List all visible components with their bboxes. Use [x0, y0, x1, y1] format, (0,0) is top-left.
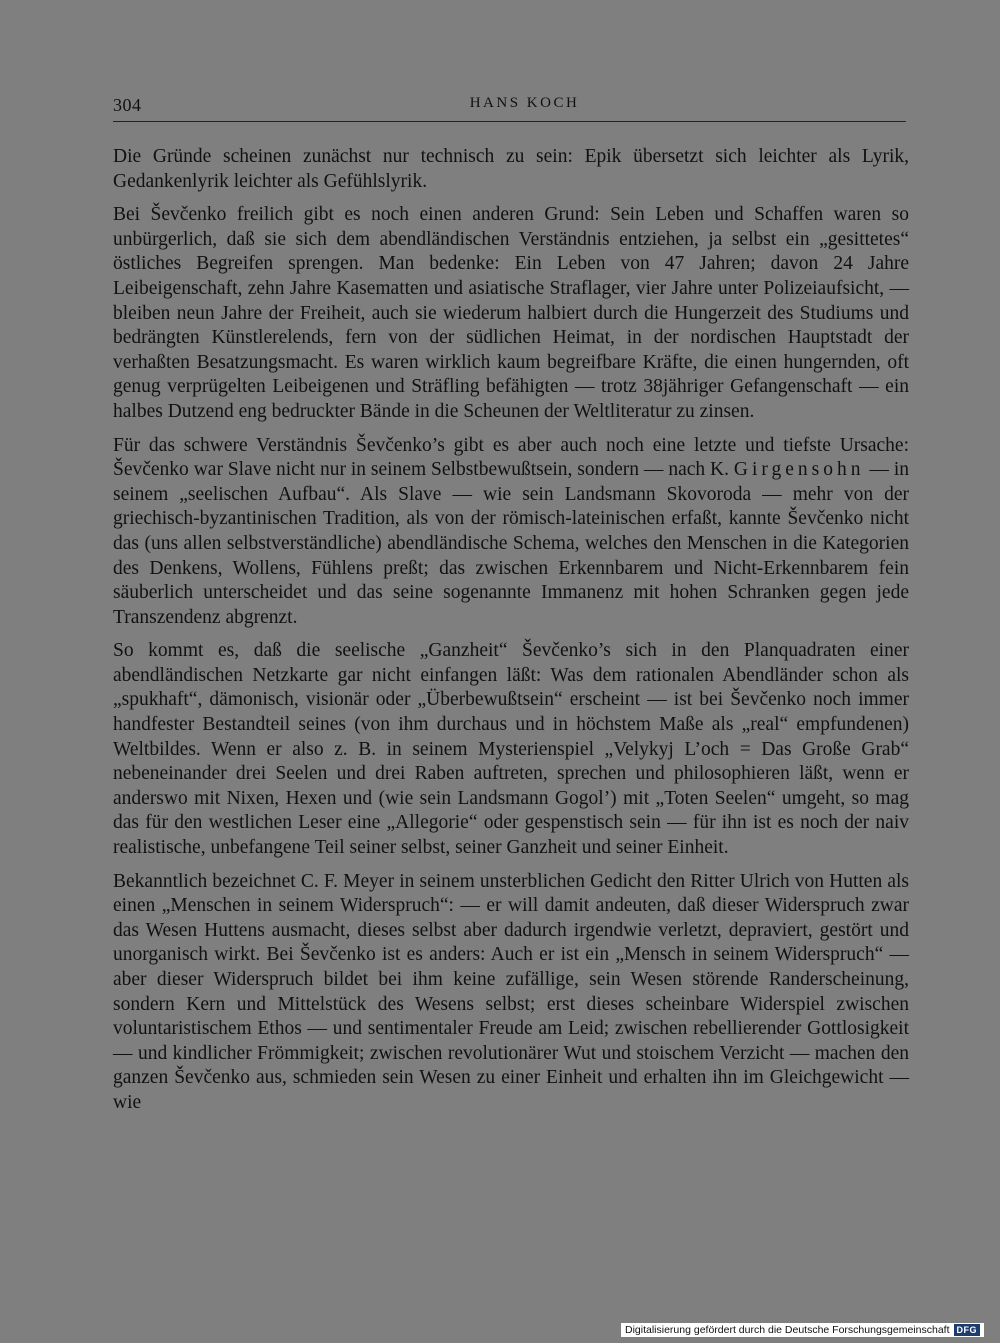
paragraph-3-text-after: — in seinem „seelischen Aufbau“. Als Slave — wie sein Landsmann Skovoroda — mehr von der griechisch-byzantinischen Tradition, als von der römisch-lateinischen erfaßt, kannte Ševčenko nicht das (uns allen selbstverständliche) abendländische Schema, welches den Menschen in die Kategorien des Denkens, Wollens, Fühlens preßt; das zwischen Erkennbarem und Nicht-Erkennbarem fein säuberlich unterscheidet und das seine sogenannte Immanenz mit hohen Schranken gegen jede Transzendenz abgrenzt.: [113, 459, 909, 628]
page-header: [113, 95, 906, 121]
page-number: 304: [113, 95, 142, 115]
dfg-logo: DFG: [954, 1324, 981, 1336]
running-head: HANS KOCH: [469, 95, 580, 111]
paragraph-2: Bei Ševčenko freilich gibt es noch einen anderen Grund: Sein Leben und Schaffen waren so unbürgerlich, daß sie sich dem abendländischen Verständnis entziehen, ja selbst ein „gesittetes“ östliches Begreifen sprengen. Man bedenke: Ein Leben von 47 Jahren; davon 24 Jahre Leibeigenschaft, zehn Jahre Kasematten und asiatische Straflager, vier Jahre unter Polizeiaufsicht, — bleiben neun Jahre der Freiheit, auch sie wiederum halbiert durch die Hungerzeit des Studiums und bedrängten Künstlerelends, fern von der südlichen Heimat, in der nordischen Hauptstadt der verhaßten Besatzungsmacht. Es waren wirklich kaum begreifbare Kräfte, die einen hungernden, oft genug verprügelten Leibeigenen und Sträfling befähigten — trotz 38jähriger Gefangenschaft — ein halbes Dutzend eng bedruckter Bände in die Scheunen der Weltliteratur zu zinsen.: [113, 204, 909, 422]
body-text: [113, 145, 909, 1125]
digitization-footer: [621, 1323, 984, 1337]
paragraph-4: So kommt es, daß die seelische „Ganzheit“ Ševčenko’s sich in den Planquadraten einer abendländischen Netzkarte gar nicht einfangen läßt: Was dem rationalen Abendländer schon als „spukhaft“, dämonisch, visionär oder „Überbewußtsein“ erscheint — ist bei Ševčenko noch immer handfester Bestandteil seines (von ihm durchaus und in höchstem Maße als „real“ empfundenen) Weltbildes. Wenn er also z. B. in seinem Mysterienspiel „Velykyj L’och = Das Große Grab“ nebeneinander drei Seelen und drei Raben auftreten, sprechen und philosophieren läßt, wenn er anderswo mit Nixen, Hexen und (wie sein Landsmann Gogol’) mit „Toten Seelen“ umgeht, so mag das für den westlichen Leser eine „Allegorie“ oder gespenstisch sein — für ihn ist es noch der naiv realistische, unbefangene Teil seiner selbst, seiner Ganzheit und seiner Einheit.: [113, 640, 909, 859]
header-rule: [113, 121, 906, 122]
paragraph-3: [113, 434, 909, 631]
paragraph-3-text-before: Für das schwere Verständnis Ševčenko’s gibt es aber auch noch eine letzte und tiefste Ursache: Ševčenko war Slave nicht nur in seinem Selbstbewußtsein, sondern — nach K.: [113, 434, 909, 481]
footer-credit: Digitalisierung gefördert durch die Deutsche Forschungsgemeinschaft: [624, 1324, 950, 1336]
author-name-spaced: Girgensohn: [733, 459, 865, 481]
paragraph-1: Die Gründe scheinen zunächst nur technisch zu sein: Epik übersetzt sich leichter als Lyrik, Gedankenlyrik leichter als Gefühlslyrik.: [113, 146, 909, 192]
paragraph-5: Bekanntlich bezeichnet C. F. Meyer in seinem unsterblichen Gedicht den Ritter Ulrich von Hutten als einen „Menschen in seinem Widerspruch“: — er will damit andeuten, daß dieser Widerspruch zwar das Wesen Huttens ausmacht, dieses selbst aber dadurch irgendwie verletzt, depraviert, gestört und unorganisch wirkt. Bei Ševčenko ist es anders: Auch er ist ein „Mensch in seinem Widerspruch“ — aber dieser Widerspruch bildet bei ihm keine zufällige, sein Wesen störende Randerscheinung, sondern Kern und Mittelstück des Wesens selbst; erst dieses scheinbare Widerspiel zwischen voluntaristischem Ethos — und sentimentaler Freude am Leid; zwischen rebellierender Gottlosigkeit — und kindlicher Frömmigkeit; zwischen revolutionärer Wut und stoischem Verzicht — machen den ganzen Ševčenko aus, schmieden sein Wesen zu einer Einheit und erhalten ihn im Gleichgewicht — wie: [113, 870, 909, 1113]
